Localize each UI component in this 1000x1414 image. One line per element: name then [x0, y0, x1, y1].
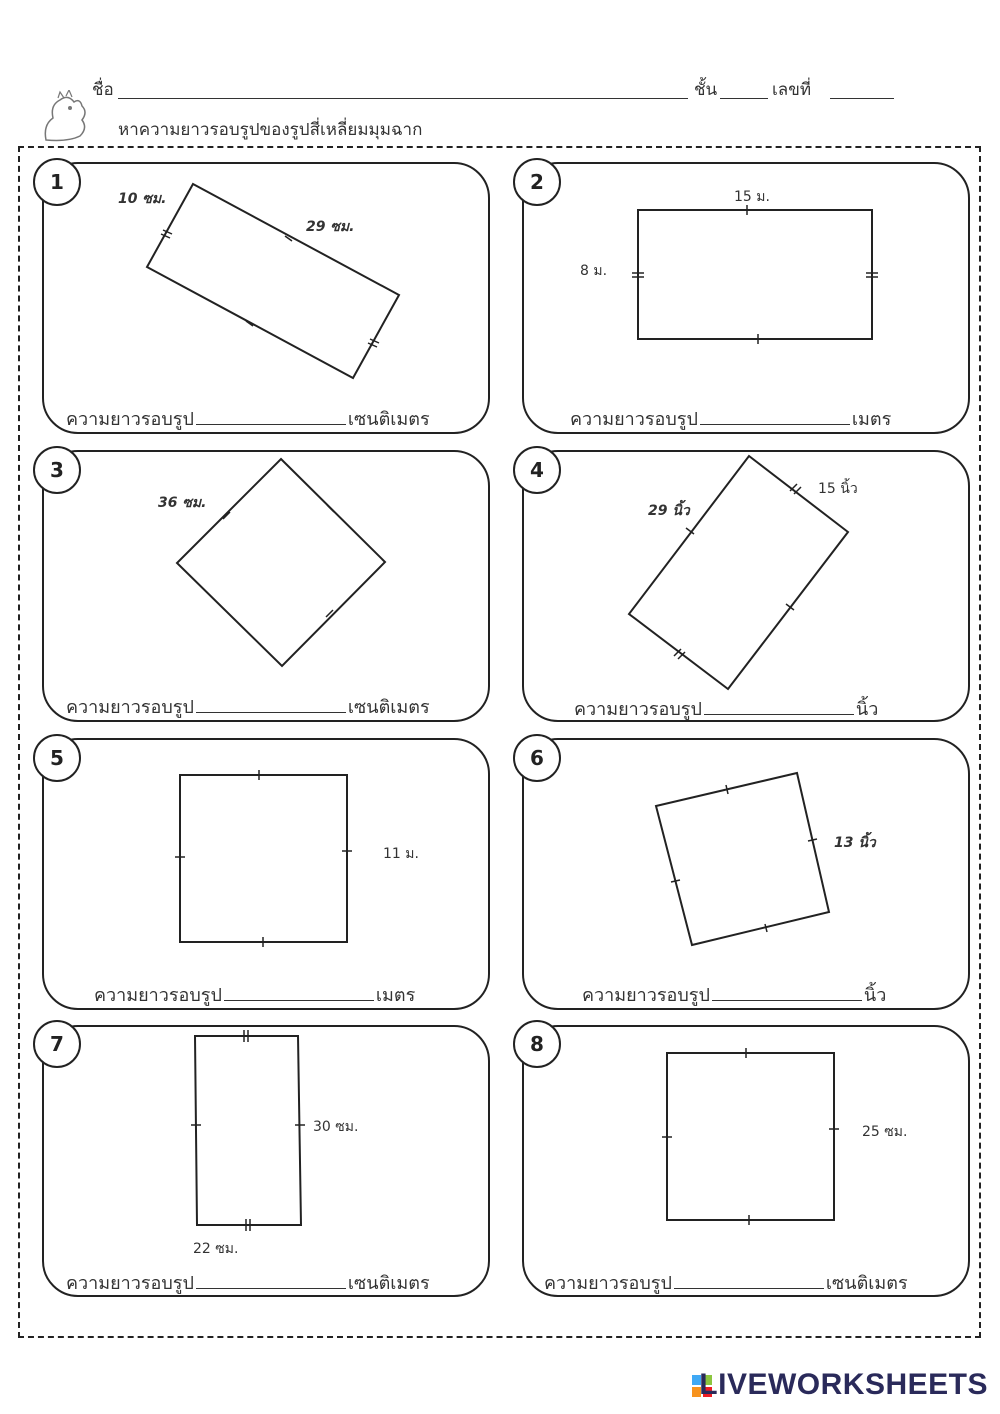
side-label: 30 ซม.: [313, 1119, 359, 1135]
side-label: 15 นิ้ว: [818, 481, 858, 497]
answer-unit: เซนติเมตร: [347, 1273, 430, 1294]
side-label: 25 ซม.: [862, 1124, 908, 1140]
answer-prefix: ความยาวรอบรูป: [544, 1273, 672, 1294]
answer-prefix: ความยาวรอบรูป: [574, 699, 702, 720]
answer-unit: นิ้ว: [863, 985, 887, 1006]
card-number: 4: [513, 446, 561, 494]
card-number: 1: [33, 158, 81, 206]
class-label: ชั้น: [694, 80, 718, 100]
answer-prefix: ความยาวรอบรูป: [66, 1273, 194, 1294]
answer-prefix: ความยาวรอบรูป: [582, 985, 710, 1006]
answer-unit: เซนติเมตร: [825, 1273, 908, 1294]
number-label: เลขที่: [772, 80, 812, 100]
card-number: 6: [513, 734, 561, 782]
side-label: 29 นิ้ว: [648, 503, 690, 519]
liveworksheets-logo: LIVEWORKSHEETS: [699, 1368, 988, 1401]
answer-unit: เมตร: [375, 985, 416, 1006]
name-label: ชื่อ: [92, 80, 114, 100]
card-number: 7: [33, 1020, 81, 1068]
card-number: 3: [33, 446, 81, 494]
card-number: 2: [513, 158, 561, 206]
side-label: 22 ซม.: [193, 1241, 239, 1257]
answer-blank[interactable]: [674, 1270, 824, 1289]
answer-unit: เซนติเมตร: [347, 409, 430, 430]
answer-prefix: ความยาวรอบรูป: [66, 409, 194, 430]
answer-unit: เซนติเมตร: [347, 697, 430, 718]
answer-prefix: ความยาวรอบรูป: [570, 409, 698, 430]
side-label: 11 ม.: [383, 846, 419, 862]
card-number: 8: [513, 1020, 561, 1068]
instruction: หาความยาวรอบรูปของรูปสี่เหลี่ยมมุมฉาก: [118, 120, 423, 140]
side-label: 8 ม.: [580, 263, 608, 279]
answer-prefix: ความยาวรอบรูป: [94, 985, 222, 1006]
answer-line: [544, 1268, 908, 1297]
answer-unit: นิ้ว: [855, 699, 879, 720]
side-label: 36 ซม.: [158, 495, 207, 511]
side-label: 13 นิ้ว: [834, 835, 876, 851]
side-label: 29 ซม.: [306, 219, 355, 235]
card-number: 5: [33, 734, 81, 782]
side-label: 15 ม.: [734, 189, 770, 205]
answer-unit: เมตร: [851, 409, 892, 430]
answer-prefix: ความยาวรอบรูป: [66, 697, 194, 718]
side-label: 10 ซม.: [118, 191, 167, 207]
